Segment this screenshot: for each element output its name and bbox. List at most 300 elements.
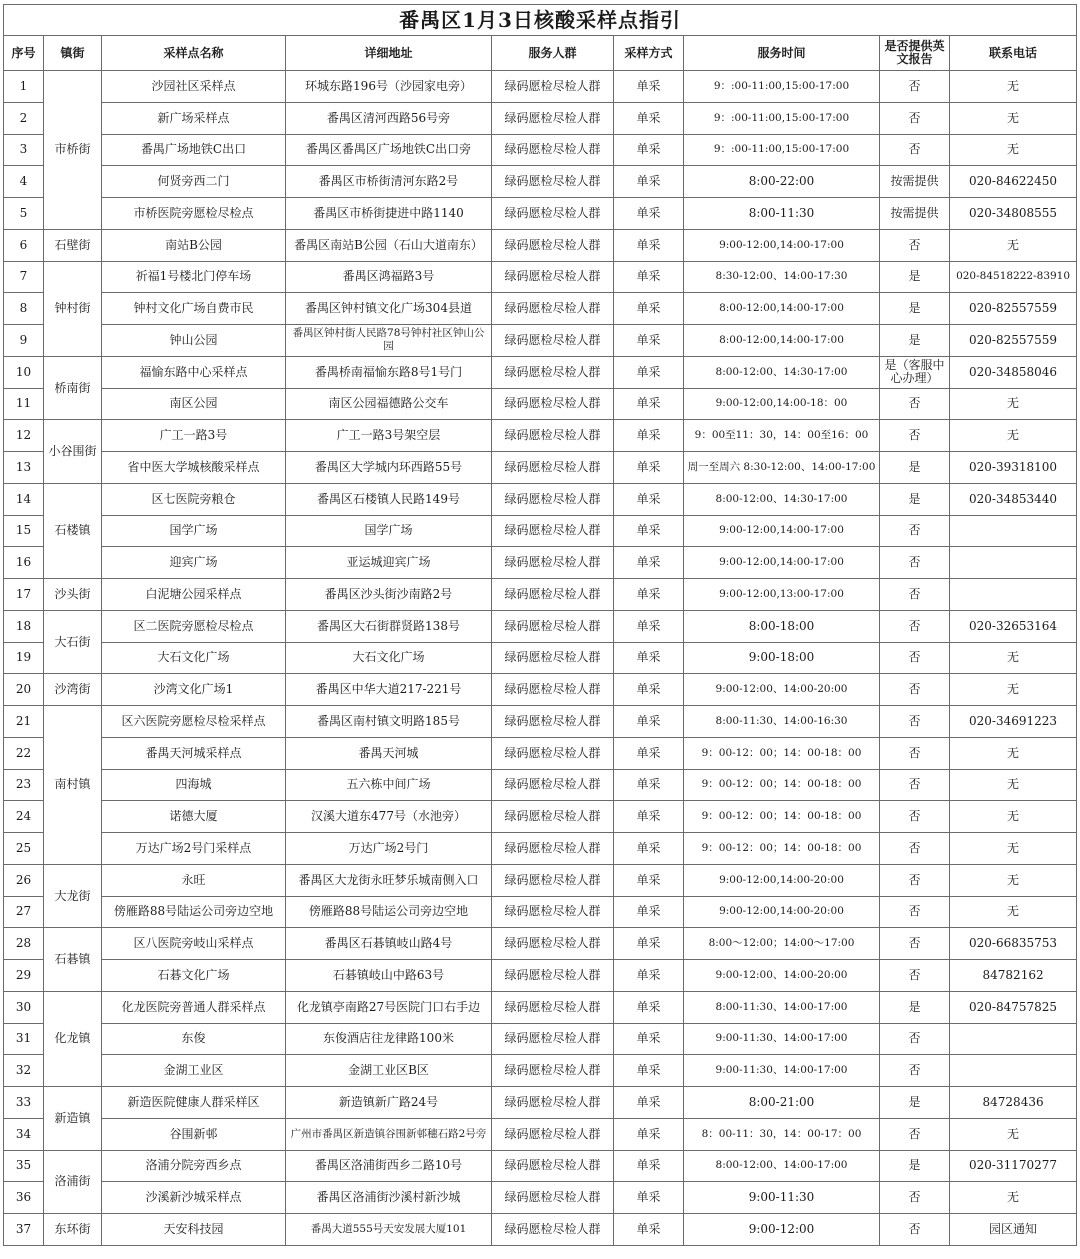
row-index-cell: 27 [4,896,44,928]
crowd-cell: 绿码愿检尽检人群 [492,134,614,166]
phone-cell: 无 [950,388,1077,420]
row-index-cell: 19 [4,642,44,674]
crowd-cell: 绿码愿检尽检人群 [492,229,614,261]
row-index-cell: 20 [4,674,44,706]
phone-cell: 020-32653164 [950,610,1077,642]
phone-cell: 无 [950,1182,1077,1214]
header-crowd: 服务人群 [492,36,614,71]
service-time-cell: 9：:00-11:00,15:00-17:00 [684,134,880,166]
service-time-cell: 9:00-18:00 [684,642,880,674]
town-cell: 小谷围街 [44,420,102,484]
address-cell: 新造镇新广路24号 [286,1087,492,1119]
page-title: 番禺区1月3日核酸采样点指引 [4,5,1077,36]
table-row [4,293,1077,325]
method-cell: 单采 [614,515,684,547]
phone-cell [950,547,1077,579]
method-cell: 单采 [614,483,684,515]
service-time-cell: 9:00-12:00、14:00-20:00 [684,960,880,992]
site-name-cell: 广工一路3号 [102,420,286,452]
site-name-cell: 万达广场2号门采样点 [102,833,286,865]
service-time-cell: 9：00-12：00；14：00-18：00 [684,769,880,801]
method-cell: 单采 [614,1055,684,1087]
row-index-cell: 15 [4,515,44,547]
table-row [4,198,1077,230]
method-cell: 单采 [614,261,684,293]
crowd-cell: 绿码愿检尽检人群 [492,801,614,833]
address-cell: 金湖工业区B区 [286,1055,492,1087]
address-cell: 番禺区石碁镇岐山路4号 [286,928,492,960]
header-method: 采样方式 [614,36,684,71]
method-cell: 单采 [614,1087,684,1119]
method-cell: 单采 [614,1023,684,1055]
site-name-cell: 四海城 [102,769,286,801]
crowd-cell: 绿码愿检尽检人群 [492,547,614,579]
address-cell: 五六栋中间广场 [286,769,492,801]
crowd-cell: 绿码愿检尽检人群 [492,642,614,674]
row-index-cell: 4 [4,166,44,198]
service-time-cell: 9：00-12：00；14：00-18：00 [684,801,880,833]
row-index-cell: 10 [4,356,44,388]
phone-cell: 84728436 [950,1087,1077,1119]
phone-cell [950,1055,1077,1087]
phone-cell: 无 [950,801,1077,833]
address-cell: 番禺区清河西路56号旁 [286,102,492,134]
row-index-cell: 9 [4,325,44,357]
english-report-cell: 否 [880,960,950,992]
phone-cell: 020-82557559 [950,325,1077,357]
method-cell: 单采 [614,896,684,928]
english-report-cell: 是 [880,325,950,357]
site-name-cell: 南区公园 [102,388,286,420]
crowd-cell: 绿码愿检尽检人群 [492,515,614,547]
english-report-cell: 是 [880,261,950,293]
phone-cell: 020-84518222-83910 [950,261,1077,293]
row-index-cell: 1 [4,71,44,103]
site-name-cell: 钟村文化广场自费市民 [102,293,286,325]
address-cell: 番禺区大石街群贤路138号 [286,610,492,642]
crowd-cell: 绿码愿检尽检人群 [492,960,614,992]
site-name-cell: 天安科技园 [102,1214,286,1246]
address-cell: 番禺区石楼镇人民路149号 [286,483,492,515]
address-cell: 番禺大道555号天安发展大厦101 [286,1214,492,1246]
header-row [4,36,1077,71]
town-cell: 大石街 [44,610,102,674]
english-report-cell: 按需提供 [880,166,950,198]
phone-cell: 无 [950,420,1077,452]
row-index-cell: 23 [4,769,44,801]
site-name-cell: 区七医院旁粮仓 [102,483,286,515]
row-index-cell: 34 [4,1118,44,1150]
site-name-cell: 谷围新邨 [102,1118,286,1150]
method-cell: 单采 [614,960,684,992]
phone-cell: 无 [950,229,1077,261]
row-index-cell: 25 [4,833,44,865]
english-report-cell: 是 [880,483,950,515]
address-cell: 汉溪大道东477号（水池旁） [286,801,492,833]
table-row [4,1023,1077,1055]
town-cell: 石壁街 [44,229,102,261]
row-index-cell: 6 [4,229,44,261]
row-index-cell: 31 [4,1023,44,1055]
site-name-cell: 沙湾文化广场1 [102,674,286,706]
english-report-cell: 是（客服中心办理） [880,356,950,388]
row-index-cell: 7 [4,261,44,293]
table-row [4,388,1077,420]
address-cell: 番禺区大龙街永旺梦乐城南侧入口 [286,864,492,896]
row-index-cell: 24 [4,801,44,833]
row-index-cell: 35 [4,1150,44,1182]
site-name-cell: 白泥塘公园采样点 [102,579,286,611]
crowd-cell: 绿码愿检尽检人群 [492,261,614,293]
site-name-cell: 区二医院旁愿检尽检点 [102,610,286,642]
address-cell: 番禺区洛浦街西乡二路10号 [286,1150,492,1182]
phone-cell: 020-84757825 [950,991,1077,1023]
english-report-cell: 否 [880,1023,950,1055]
method-cell: 单采 [614,579,684,611]
address-cell: 番禺区沙头街沙南路2号 [286,579,492,611]
table-row [4,515,1077,547]
header-site-name: 采样点名称 [102,36,286,71]
row-index-cell: 17 [4,579,44,611]
crowd-cell: 绿码愿检尽检人群 [492,928,614,960]
english-report-cell: 否 [880,801,950,833]
phone-cell: 无 [950,1118,1077,1150]
site-name-cell: 金湖工业区 [102,1055,286,1087]
row-index-cell: 14 [4,483,44,515]
method-cell: 单采 [614,1182,684,1214]
crowd-cell: 绿码愿检尽检人群 [492,1118,614,1150]
english-report-cell: 否 [880,515,950,547]
address-cell: 番禺区南站B公园（石山大道南东） [286,229,492,261]
site-name-cell: 祈福1号楼北门停车场 [102,261,286,293]
service-time-cell: 8:00-12:00、14:30-17:00 [684,483,880,515]
site-name-cell: 番禺天河城采样点 [102,737,286,769]
service-time-cell: 周一至周六 8:30-12:00、14:00-17:00 [684,452,880,484]
row-index-cell: 18 [4,610,44,642]
phone-cell: 020-34858046 [950,356,1077,388]
table-row [4,579,1077,611]
header-service-time: 服务时间 [684,36,880,71]
english-report-cell: 否 [880,229,950,261]
service-time-cell: 9:00-12:00,14:00-17:00 [684,515,880,547]
table-row [4,134,1077,166]
english-report-cell: 否 [880,864,950,896]
phone-cell: 020-31170277 [950,1150,1077,1182]
row-index-cell: 12 [4,420,44,452]
address-cell: 番禺区番禺区广场地铁C出口旁 [286,134,492,166]
crowd-cell: 绿码愿检尽检人群 [492,991,614,1023]
method-cell: 单采 [614,642,684,674]
site-name-cell: 南站B公园 [102,229,286,261]
english-report-cell: 否 [880,1182,950,1214]
town-cell: 沙头街 [44,579,102,611]
crowd-cell: 绿码愿检尽检人群 [492,769,614,801]
crowd-cell: 绿码愿检尽检人群 [492,71,614,103]
site-name-cell: 傍雁路88号陆运公司旁边空地 [102,896,286,928]
table-row [4,1118,1077,1150]
site-name-cell: 番禺广场地铁C出口 [102,134,286,166]
service-time-cell: 9:00-12:00,13:00-17:00 [684,579,880,611]
table-row [4,1150,1077,1182]
service-time-cell: 8:00-11:30、14:00-16:30 [684,706,880,738]
row-index-cell: 8 [4,293,44,325]
address-cell: 番禺区钟村街人民路78号钟村社区钟山公园 [286,325,492,357]
service-time-cell: 8:00-21:00 [684,1087,880,1119]
address-cell: 番禺区鸿福路3号 [286,261,492,293]
service-time-cell: 9:00-12:00,14:00-20:00 [684,896,880,928]
crowd-cell: 绿码愿检尽检人群 [492,452,614,484]
method-cell: 单采 [614,610,684,642]
address-cell: 番禺区中华大道217-221号 [286,674,492,706]
method-cell: 单采 [614,420,684,452]
service-time-cell: 9:00-12:00,14:00-17:00 [684,547,880,579]
table-row [4,801,1077,833]
service-time-cell: 9:00-12:00,14:00-18：00 [684,388,880,420]
row-index-cell: 37 [4,1214,44,1246]
crowd-cell: 绿码愿检尽检人群 [492,737,614,769]
table-row [4,229,1077,261]
phone-cell: 020-66835753 [950,928,1077,960]
site-name-cell: 区六医院旁愿检尽检采样点 [102,706,286,738]
row-index-cell: 26 [4,864,44,896]
service-time-cell: 8：00-11：30，14：00-17：00 [684,1118,880,1150]
site-name-cell: 沙溪新沙城采样点 [102,1182,286,1214]
address-cell: 广州市番禺区新造镇谷围新邨穗石路2号旁 [286,1118,492,1150]
site-name-cell: 迎宾广场 [102,547,286,579]
method-cell: 单采 [614,864,684,896]
row-index-cell: 30 [4,991,44,1023]
site-name-cell: 新广场采样点 [102,102,286,134]
service-time-cell: 9:00-12:00,14:00-17:00 [684,229,880,261]
english-report-cell: 否 [880,102,950,134]
site-name-cell: 永旺 [102,864,286,896]
phone-cell: 无 [950,864,1077,896]
address-cell: 番禺区洛浦街沙溪村新沙城 [286,1182,492,1214]
table-row [4,642,1077,674]
service-time-cell: 8:00-18:00 [684,610,880,642]
english-report-cell: 否 [880,1055,950,1087]
phone-cell: 无 [950,642,1077,674]
service-time-cell: 9：00-12：00；14：00-18：00 [684,737,880,769]
method-cell: 单采 [614,102,684,134]
english-report-cell: 是 [880,1150,950,1182]
method-cell: 单采 [614,547,684,579]
english-report-cell: 否 [880,579,950,611]
method-cell: 单采 [614,325,684,357]
town-cell: 石碁镇 [44,928,102,992]
table-row [4,356,1077,388]
method-cell: 单采 [614,388,684,420]
address-cell: 广工一路3号架空层 [286,420,492,452]
phone-cell: 园区通知 [950,1214,1077,1246]
row-index-cell: 36 [4,1182,44,1214]
site-name-cell: 诺德大厦 [102,801,286,833]
service-time-cell: 9:00-11:30、14:00-17:00 [684,1055,880,1087]
phone-cell: 无 [950,896,1077,928]
phone-cell: 020-84622450 [950,166,1077,198]
table-row [4,674,1077,706]
method-cell: 单采 [614,1150,684,1182]
phone-cell [950,1023,1077,1055]
address-cell: 番禺区钟村镇文化广场304县道 [286,293,492,325]
town-cell: 钟村街 [44,261,102,356]
table-row [4,1182,1077,1214]
crowd-cell: 绿码愿检尽检人群 [492,1023,614,1055]
english-report-cell: 否 [880,420,950,452]
address-cell: 国学广场 [286,515,492,547]
method-cell: 单采 [614,198,684,230]
town-cell: 新造镇 [44,1087,102,1151]
address-cell: 番禺区南村镇文明路185号 [286,706,492,738]
row-index-cell: 3 [4,134,44,166]
address-cell: 亚运城迎宾广场 [286,547,492,579]
address-cell: 万达广场2号门 [286,833,492,865]
phone-cell: 无 [950,674,1077,706]
crowd-cell: 绿码愿检尽检人群 [492,579,614,611]
town-cell: 大龙街 [44,864,102,928]
crowd-cell: 绿码愿检尽检人群 [492,483,614,515]
table-row [4,420,1077,452]
service-time-cell: 9:00-12:00,14:00-20:00 [684,864,880,896]
crowd-cell: 绿码愿检尽检人群 [492,1150,614,1182]
row-index-cell: 22 [4,737,44,769]
english-report-cell: 否 [880,547,950,579]
address-cell: 石碁镇岐山中路63号 [286,960,492,992]
service-time-cell: 9:00-11:30 [684,1182,880,1214]
row-index-cell: 16 [4,547,44,579]
row-index-cell: 28 [4,928,44,960]
phone-cell: 020-34808555 [950,198,1077,230]
phone-cell: 无 [950,833,1077,865]
address-cell: 大石文化广场 [286,642,492,674]
row-index-cell: 13 [4,452,44,484]
address-cell: 化龙镇亭南路27号医院门口右手边 [286,991,492,1023]
row-index-cell: 33 [4,1087,44,1119]
table-body [4,71,1077,1246]
header-address: 详细地址 [286,36,492,71]
service-time-cell: 9：:00-11:00,15:00-17:00 [684,102,880,134]
method-cell: 单采 [614,166,684,198]
english-report-cell: 否 [880,388,950,420]
service-time-cell: 8:00-12:00,14:00-17:00 [684,325,880,357]
crowd-cell: 绿码愿检尽检人群 [492,198,614,230]
service-time-cell: 8:00-12:00,14:00-17:00 [684,293,880,325]
english-report-cell: 否 [880,674,950,706]
town-cell: 市桥街 [44,71,102,230]
address-cell: 番禺区市桥街捷进中路1140 [286,198,492,230]
site-name-cell: 东俊 [102,1023,286,1055]
table-row [4,706,1077,738]
table-row [4,325,1077,357]
table-row [4,928,1077,960]
town-cell: 南村镇 [44,706,102,865]
crowd-cell: 绿码愿检尽检人群 [492,1055,614,1087]
method-cell: 单采 [614,134,684,166]
town-cell: 东环街 [44,1214,102,1246]
method-cell: 单采 [614,706,684,738]
method-cell: 单采 [614,991,684,1023]
crowd-cell: 绿码愿检尽检人群 [492,896,614,928]
method-cell: 单采 [614,356,684,388]
site-name-cell: 洛浦分院旁西乡点 [102,1150,286,1182]
phone-cell: 无 [950,71,1077,103]
english-report-cell: 否 [880,610,950,642]
address-cell: 东俊酒店往龙律路100米 [286,1023,492,1055]
phone-cell: 020-34853440 [950,483,1077,515]
table-row [4,896,1077,928]
crowd-cell: 绿码愿检尽检人群 [492,388,614,420]
english-report-cell: 是 [880,991,950,1023]
method-cell: 单采 [614,737,684,769]
header-english-report: 是否提供英文报告 [880,36,950,71]
table-row [4,991,1077,1023]
table-row [4,483,1077,515]
service-time-cell: 8:00-22:00 [684,166,880,198]
method-cell: 单采 [614,674,684,706]
table-row [4,452,1077,484]
address-cell: 傍雁路88号陆运公司旁边空地 [286,896,492,928]
service-time-cell: 9：00-12：00；14：00-18：00 [684,833,880,865]
english-report-cell: 否 [880,642,950,674]
address-cell: 南区公园福德路公交车 [286,388,492,420]
crowd-cell: 绿码愿检尽检人群 [492,293,614,325]
town-cell: 化龙镇 [44,991,102,1086]
row-index-cell: 32 [4,1055,44,1087]
site-name-cell: 何贤旁西二门 [102,166,286,198]
crowd-cell: 绿码愿检尽检人群 [492,864,614,896]
town-cell: 桥南街 [44,356,102,420]
table-row [4,1214,1077,1246]
method-cell: 单采 [614,1118,684,1150]
crowd-cell: 绿码愿检尽检人群 [492,610,614,642]
service-time-cell: 8:30-12:00、14:00-17:30 [684,261,880,293]
phone-cell: 020-34691223 [950,706,1077,738]
phone-cell: 无 [950,102,1077,134]
site-name-cell: 大石文化广场 [102,642,286,674]
english-report-cell: 否 [880,71,950,103]
english-report-cell: 是 [880,452,950,484]
table-row [4,864,1077,896]
table-row [4,610,1077,642]
table-row [4,547,1077,579]
method-cell: 单采 [614,801,684,833]
table-row [4,1087,1077,1119]
site-name-cell: 石碁文化广场 [102,960,286,992]
crowd-cell: 绿码愿检尽检人群 [492,325,614,357]
phone-cell: 020-82557559 [950,293,1077,325]
english-report-cell: 否 [880,928,950,960]
phone-cell [950,579,1077,611]
site-name-cell: 区八医院旁岐山采样点 [102,928,286,960]
site-name-cell: 市桥医院旁愿检尽检点 [102,198,286,230]
address-cell: 番禺区大学城内环西路55号 [286,452,492,484]
english-report-cell: 否 [880,1214,950,1246]
method-cell: 单采 [614,928,684,960]
service-time-cell: 9:00-11:30、14:00-17:00 [684,1023,880,1055]
row-index-cell: 5 [4,198,44,230]
crowd-cell: 绿码愿检尽检人群 [492,1087,614,1119]
crowd-cell: 绿码愿检尽检人群 [492,1214,614,1246]
service-time-cell: 9：00至11：30，14：00至16：00 [684,420,880,452]
phone-cell: 无 [950,737,1077,769]
town-cell: 洛浦街 [44,1150,102,1214]
service-time-cell: 8:00～12:00；14:00～17:00 [684,928,880,960]
phone-cell: 020-39318100 [950,452,1077,484]
row-index-cell: 21 [4,706,44,738]
service-time-cell: 9:00-12:00、14:00-20:00 [684,674,880,706]
table-row [4,769,1077,801]
table-row [4,102,1077,134]
